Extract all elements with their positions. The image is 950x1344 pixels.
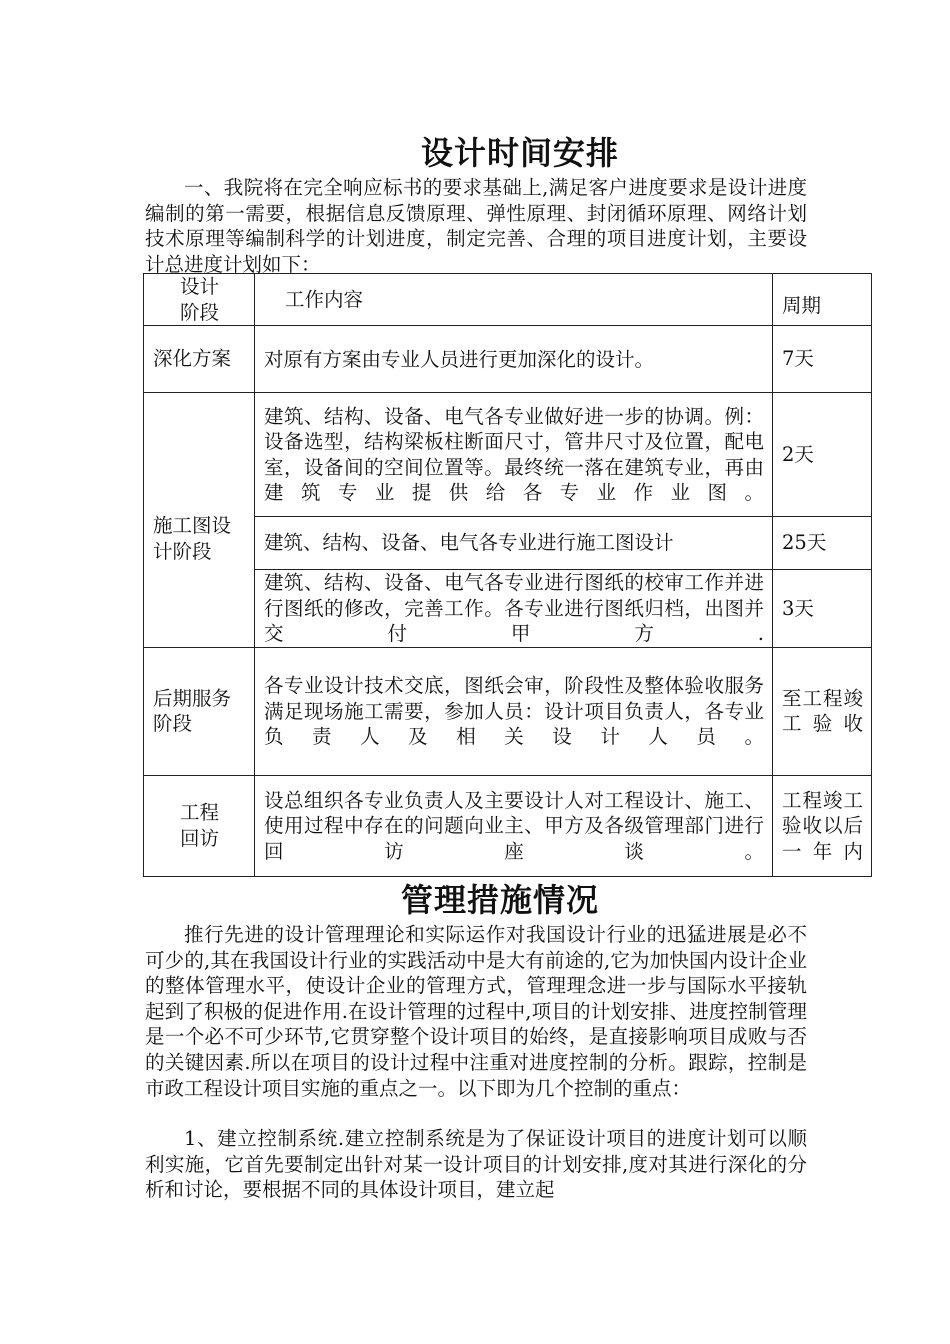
stage-line1: 工程 (179, 801, 219, 825)
period-cell: 2天 (773, 393, 872, 517)
table-row (144, 393, 872, 517)
content-cell: 各专业设计技术交底，图纸会审，阶段性及整体验收服务满足现场施工需要，参加人员：设计项目负责人，各专业负责人及相关设计人员。 (255, 647, 773, 775)
period-cell: 3天 (773, 570, 872, 648)
period-cell: 至工程竣工验收 (773, 647, 872, 775)
section-title-management: 管理措施情况 (400, 881, 599, 919)
period-cell: 工程竣工验收以后一年内 (773, 775, 872, 876)
content-cell: 设总组织各专业负责人及主要设计人对工程设计、施工、使用过程中存在的问题向业主、甲方及各级管理部门进行回访座谈。 (255, 775, 773, 876)
header-stage-line1: 设计 (179, 275, 219, 298)
table-row (144, 326, 872, 393)
stage-line2: 回访 (179, 826, 219, 850)
table-header-row (144, 274, 872, 326)
stage-cell (144, 775, 255, 876)
content-cell: 建筑、结构、设备、电气各专业做好进一步的协调。例：设备选型，结构梁板柱断面尺寸，管井尺寸及位置，配电室，设备间的空间位置等。最终统一落在建筑专业，再由建筑专业提供给各专业作业图。 (255, 393, 773, 517)
content-cell: 对原有方案由专业人员进行更加深化的设计。 (255, 326, 773, 393)
header-stage-line2: 阶段 (179, 300, 219, 324)
content-cell: 建筑、结构、设备、电气各专业进行图纸的校审工作并进行图纸的修改，完善工作。各专业进行图纸归档，出图并交付甲方. (255, 570, 773, 648)
stage-cell: 施工图设计阶段 (144, 393, 255, 648)
content-cell: 建筑、结构、设备、电气各专业进行施工图设计 (255, 517, 773, 570)
period-cell: 7天 (773, 326, 872, 393)
body-paragraph-2: 1、建立控制系统.建立控制系统是为了保证设计项目的进度计划可以顺利实施，它首先要制定出针对某一设计项目的计划安排,度对其进行深化的分析和讨论，要根据不同的具体设计项目，建立起 (145, 1127, 807, 1202)
period-cell: 25天 (773, 517, 872, 570)
header-content: 工作内容 (255, 274, 773, 326)
table-row (144, 775, 872, 876)
schedule-table (143, 273, 872, 877)
section-title-schedule: 设计时间安排 (420, 134, 619, 172)
table-row (144, 647, 872, 775)
header-stage (144, 274, 255, 326)
stage-cell: 深化方案 (144, 326, 255, 393)
header-period: 周期 (773, 274, 872, 326)
stage-cell: 后期服务阶段 (144, 647, 255, 775)
body-paragraph-1: 推行先进的设计管理理论和实际运作对我国设计行业的迅猛进展是必不可少的,其在我国设计行业的实践活动中是大有前途的,它为加快国内设计企业的整体管理水平，使设计企业的管理方式，管理理念进一步与国际水平接轨起到了积极的促进作用.在设计管理的过程中,项目的计划安排、进度控制管理是一个必不可少环节,它贯穿整个设计项目的始终，是直接影响项目成败与否的关键因素.所以在项目的设计过程中注重对进度控制的分析。跟踪，控制是市政工程设计项目实施的重点之一。以下即为几个控制的重点： (145, 923, 807, 1100)
intro-paragraph: 一、我院将在完全响应标书的要求基础上,满足客户进度要求是设计进度编制的第一需要，根据信息反馈原理、弹性原理、封闭循环原理、网络计划技术原理等编制科学的计划进度，制定完善、合理的项目进度计划，主要设计总进度计划如下： (145, 176, 807, 276)
